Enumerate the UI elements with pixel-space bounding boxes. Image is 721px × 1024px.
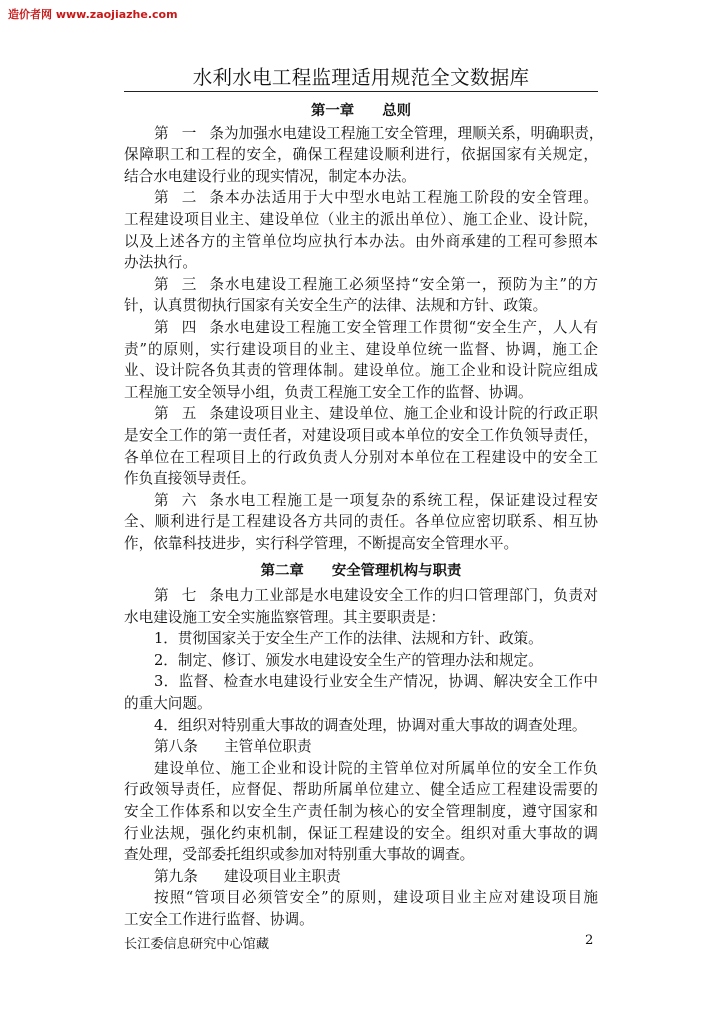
article-4-line: 业、设计院各负其责的管理体制。建设单位。施工企业和设计院应组成 [124, 362, 598, 380]
document-title: 水利水电工程监理适用规范全文数据库 [192, 66, 530, 89]
article-5-line: 各单位在工程项目上的行政负责人分别对本单位在工程建设中的安全工 [124, 448, 598, 466]
article-1-line: 第一条为加强水电建设工程施工安全管理，理顺关系，明确职责， [124, 123, 598, 145]
article-number: 第八条 [154, 738, 198, 756]
article-7-line: 水电建设施工安全实施监察管理。其主要职责是： [124, 608, 446, 626]
article-2-line: 工程建设项目业主、建设单位（业主的派出单位）、施工企业、设计院， [124, 210, 598, 228]
article-number: 第二条 [154, 189, 224, 207]
site-watermark: 造价者网 www.zaojiazhe.com [8, 8, 178, 21]
article-8-line: 行业法规，强化约束机制，保证工程建设的安全。组织对重大事故的调 [124, 824, 598, 842]
article-4-line: 责”的原则，实行建设项目的业主、建设单位统一监督、协调，施工企 [124, 340, 598, 358]
article-9-line: 按照“管项目必须管安全”的原则，建设项目业主应对建设项目施 [154, 889, 598, 907]
article-7-item: 的重大问题。 [124, 695, 212, 713]
article-6-line: 全、顺利进行是工程建设各方共同的责任。各单位应密切联系、相互协 [124, 513, 598, 531]
article-1-line: 结合水电建设行业的现实情况，制定本办法。 [124, 167, 416, 185]
article-number: 第三条 [154, 275, 224, 293]
article-9-heading: 第九条 建设项目业主职责 [124, 866, 598, 888]
article-number: 第七条 [154, 587, 224, 605]
document-body [124, 101, 604, 931]
article-2-line: 第二条本办法适用于大中型水电站工程施工阶段的安全管理。 [124, 187, 598, 209]
article-2-line: 以及上述各方的主管单位均应执行本办法。由外商承建的工程可参照本 [124, 232, 598, 250]
article-8-line: 建设单位、施工企业和设计院的主管单位对所属单位的安全工作负 [154, 759, 598, 777]
article-number: 第一条 [154, 124, 224, 142]
article-4-line: 工程施工安全领导小组，负责工程施工安全工作的监督、协调。 [124, 383, 533, 401]
article-5-line: 作负直接领导责任。 [124, 470, 256, 488]
footer-source: 长江委信息研究中心馆藏 [124, 937, 270, 952]
article-number: 第六条 [154, 491, 224, 509]
article-5-line: 是安全工作的第一责任者，对建设项目或本单位的安全工作负领导责任， [124, 426, 598, 444]
chapter-heading-2 [124, 561, 598, 583]
article-6-line: 第六条水电工程施工是一项复杂的系统工程，保证建设过程安 [124, 490, 598, 512]
article-1-line: 保障职工和工程的安全，确保工程建设顺利进行，依据国家有关规定， [124, 146, 598, 164]
article-7-line: 第七条电力工业部是水电建设安全工作的归口管理部门，负责对 [124, 585, 598, 607]
chapter-title: 总则 [382, 103, 411, 119]
article-8-line: 行政领导责任，应督促、帮助所属单位建立、健全适应工程建设需要的 [124, 781, 598, 799]
chapter-title: 安全管理机构与职责 [331, 563, 462, 580]
page-number: 2 [585, 933, 594, 948]
article-2-line: 办法执行。 [124, 254, 197, 272]
chapter-number: 第一章 [311, 103, 355, 119]
article-4-line: 第四条水电建设工程施工安全管理工作贯彻“安全生产，人人有 [124, 317, 598, 339]
article-number: 第九条 [154, 867, 198, 885]
article-number: 第五条 [154, 405, 224, 423]
article-7-item: 1．贯彻国家关于安全生产工作的法律、法规和方针、政策。 [154, 630, 543, 648]
chapter-number: 第二章 [260, 563, 304, 580]
chapter-heading-1 [124, 101, 598, 123]
article-7-item: 4．组织对特别重大事故的调查处理，协调对重大事故的调查处理。 [154, 716, 587, 734]
article-6-line: 作，依靠科技进步，实行科学管理，不断提高安全管理水平。 [124, 534, 519, 552]
article-8-line: 查处理，受部委托组织或参加对特别重大事故的调查。 [124, 846, 475, 864]
article-3-line: 针，认真贯彻执行国家有关安全生产的法律、法规和方针、政策。 [124, 297, 548, 315]
article-7-item: 3．监督、检查水电建设行业安全生产情况，协调、解决安全工作中 [154, 673, 598, 691]
title-underline [124, 91, 598, 92]
article-8-heading: 第八条 主管单位职责 [124, 736, 598, 758]
article-3-line: 第三条水电建设工程施工必须坚持“安全第一，预防为主”的方 [124, 274, 598, 296]
article-number: 第四条 [154, 318, 224, 336]
article-9-line: 工安全工作进行监督、协调。 [124, 910, 314, 928]
article-5-line: 第五条建设项目业主、建设单位、施工企业和设计院的行政正职 [124, 403, 598, 425]
article-7-item: 2．制定、修订、颁发水电建设安全生产的管理办法和规定。 [154, 651, 543, 669]
article-8-line: 安全工作体系和以安全生产责任制为核心的安全管理制度，遵守国家和 [124, 803, 598, 820]
